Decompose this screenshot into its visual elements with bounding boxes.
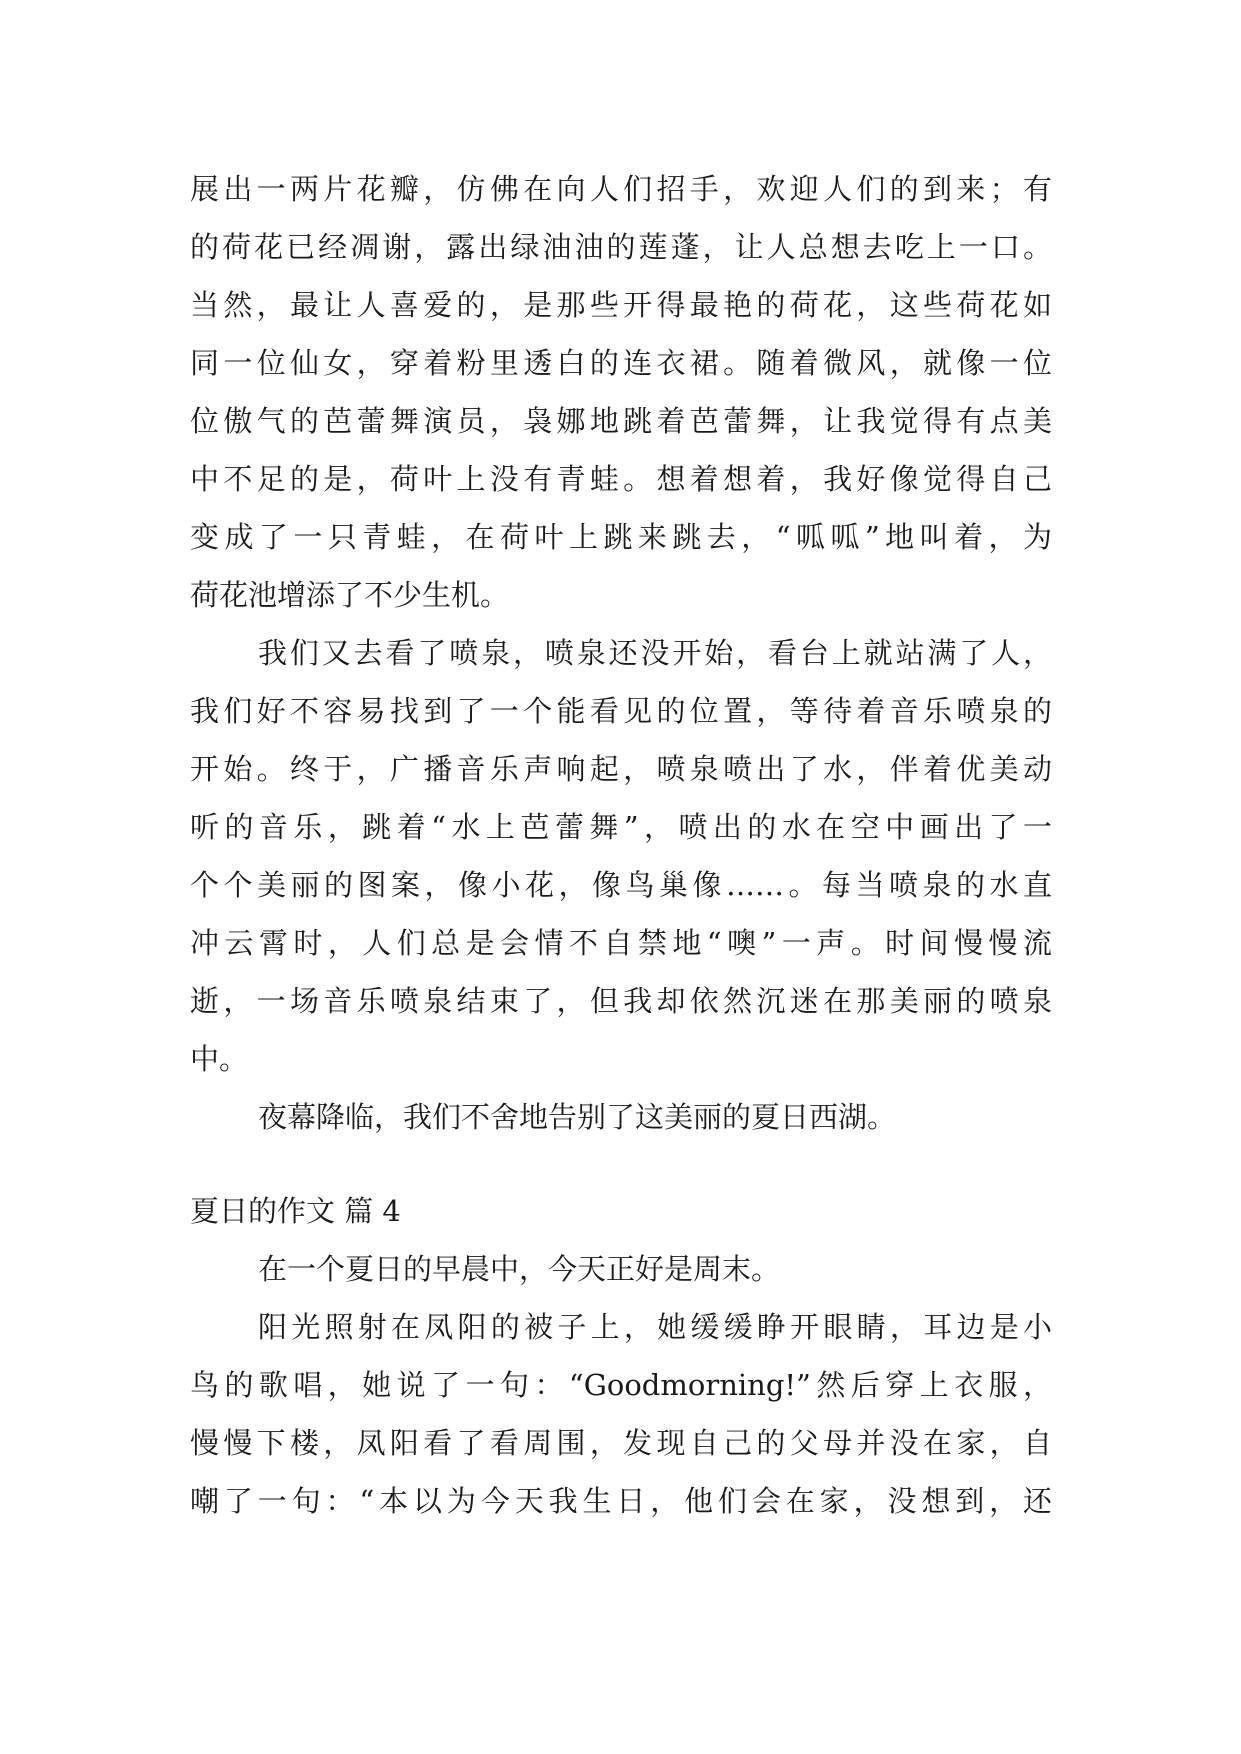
section-spacer <box>190 1146 1052 1182</box>
paragraph-fountain <box>190 624 1052 1088</box>
text-line: 嘲了一句：“本以为今天我生日，他们会在家，没想到，还 <box>190 1484 1052 1518</box>
text-line: 逝，一场音乐喷泉结束了，但我却依然沉迷在那美丽的喷泉 <box>190 984 1052 1018</box>
text-line: 中。 <box>190 1042 249 1076</box>
paragraph-fengyang <box>190 1298 1052 1530</box>
text-line: 个个美丽的图案，像小花，像鸟巢像……。每当喷泉的水直 <box>190 868 1052 902</box>
text-line: 同一位仙女，穿着粉里透白的连衣裙。随着微风，就像一位 <box>190 346 1052 380</box>
text-line: 开始。终于，广播音乐声响起，喷泉喷出了水，伴着优美动 <box>190 752 1052 786</box>
text-line: 展出一两片花瓣，仿佛在向人们招手，欢迎人们的到来；有 <box>190 172 1052 206</box>
text-line: 中不足的是，荷叶上没有青蛙。想着想着，我好像觉得自己 <box>190 462 1052 496</box>
paragraph-lotus <box>190 160 1052 624</box>
text-line: 我们又去看了喷泉，喷泉还没开始，看台上就站满了人， <box>258 636 1052 670</box>
text-line: 变成了一只青蛙，在荷叶上跳来跳去，“呱呱”地叫着，为 <box>190 520 1052 554</box>
section-heading: 夏日的作文 篇 4 <box>190 1194 401 1228</box>
text-line: 鸟的歌唱，她说了一句：“Goodmorning!”然后穿上衣服， <box>190 1368 1052 1402</box>
text-line: 位傲气的芭蕾舞演员，袅娜地跳着芭蕾舞，让我觉得有点美 <box>190 404 1052 438</box>
text-line: 我们好不容易找到了一个能看见的位置，等待着音乐喷泉的 <box>190 694 1052 728</box>
document-body <box>190 160 1052 1530</box>
text-line: 在一个夏日的早晨中，今天正好是周末。 <box>258 1252 781 1286</box>
text-line: 阳光照射在凤阳的被子上，她缓缓睁开眼睛，耳边是小 <box>258 1310 1052 1344</box>
text-line: 的荷花已经凋谢，露出绿油油的莲蓬，让人总想去吃上一口。 <box>190 230 1052 264</box>
text-line: 冲云霄时，人们总是会情不自禁地“噢”一声。时间慢慢流 <box>190 926 1052 960</box>
text-line: 夜幕降临，我们不舍地告别了这美丽的夏日西湖。 <box>258 1100 897 1134</box>
paragraph-morning <box>190 1240 1052 1298</box>
text-line: 慢慢下楼，凤阳看了看周围，发现自己的父母并没在家，自 <box>190 1426 1052 1460</box>
text-line: 荷花池增添了不少生机。 <box>190 578 510 612</box>
text-line: 听的音乐，跳着“水上芭蕾舞”，喷出的水在空中画出了一 <box>190 810 1052 844</box>
text-line: 当然，最让人喜爱的，是那些开得最艳的荷花，这些荷花如 <box>190 288 1052 322</box>
paragraph-nightfall <box>190 1088 1052 1146</box>
